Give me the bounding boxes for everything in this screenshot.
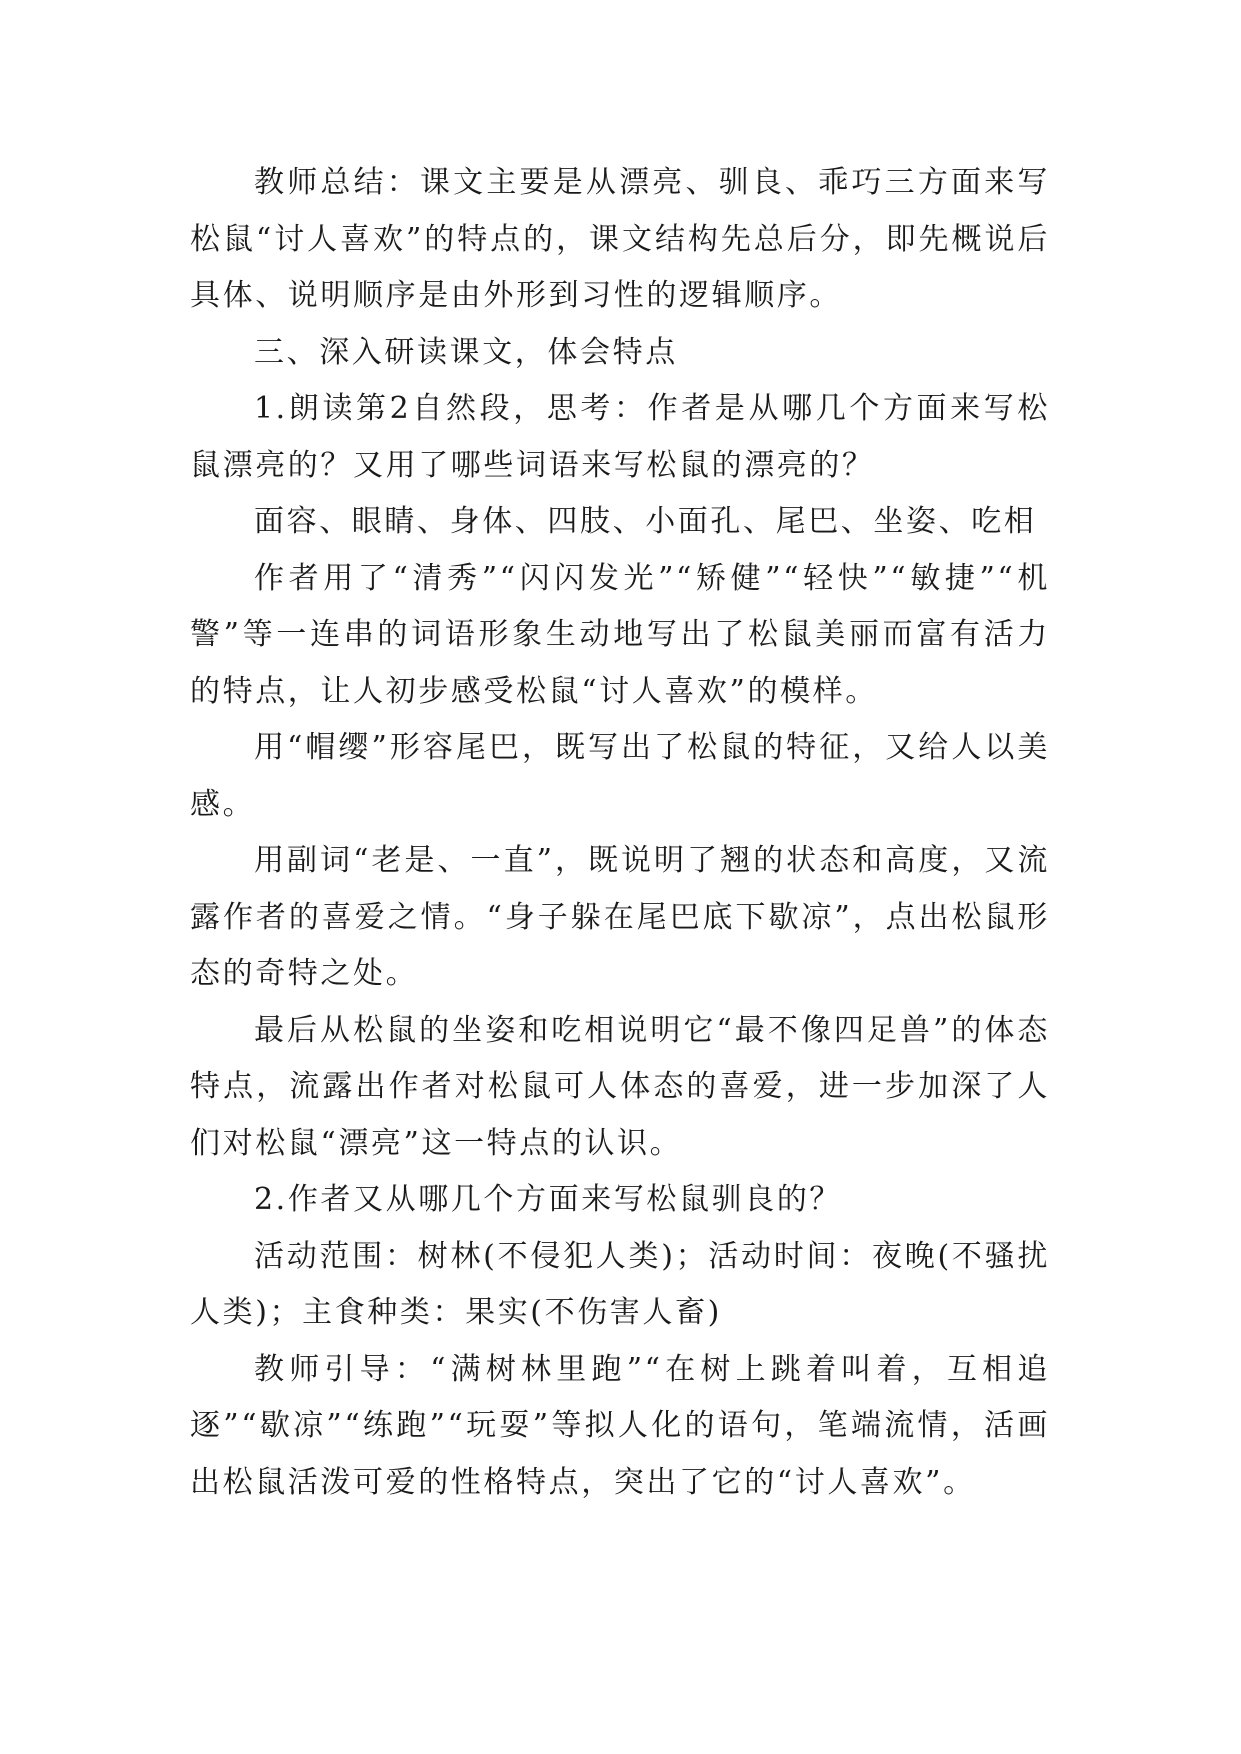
answer-activities: 活动范围：树林(不侵犯人类)；活动时间：夜晚(不骚扰人类)；主食种类：果实(不伤害人畜) — [190, 1238, 1050, 1330]
paragraph-tail-description: 用“帽缨”形容尾巴，既写出了松鼠的特征，又给人以美感。 — [190, 730, 1050, 822]
section-heading-3: 三、深入研读课文，体会特点 — [254, 334, 678, 370]
answer-aspects: 面容、眼睛、身体、四肢、小面孔、尾巴、坐姿、吃相 — [254, 504, 1037, 539]
paragraph-teacher-summary: 教师总结：课文主要是从漂亮、驯良、乖巧三方面来写松鼠“讨人喜欢”的特点的，课文结构先总后分，即先概说后具体、说明顺序是由外形到习性的逻辑顺序。 — [190, 165, 1050, 313]
paragraph-posture-analysis: 最后从松鼠的坐姿和吃相说明它“最不像四足兽”的体态特点，流露出作者对松鼠可人体态的喜爱，进一步加深了人们对松鼠“漂亮”这一特点的认识。 — [190, 1012, 1050, 1161]
paragraph-word-analysis: 作者用了“清秀”“闪闪发光”“矫健”“轻快”“敏捷”“机警”等一连串的词语形象生动地写出了松鼠美丽而富有活力的特点，让人初步感受松鼠“讨人喜欢”的模样。 — [190, 560, 1050, 709]
question-2: 2.作者又从哪几个方面来写松鼠驯良的？ — [254, 1182, 843, 1217]
paragraph-teacher-guidance: 教师引导：“满树林里跑”“在树上跳着叫着，互相追逐”“歇凉”“练跑”“玩耍”等拟人化的语句，笔端流情，活画出松鼠活泼可爱的性格特点，突出了它的“讨人喜欢”。 — [190, 1351, 1050, 1500]
paragraph-adverb-analysis: 用副词“老是、一直”，既说明了翘的状态和高度，又流露作者的喜爱之情。“身子躲在尾巴底下歇凉”，点出松鼠形态的奇特之处。 — [190, 843, 1050, 991]
document-body — [190, 155, 1050, 1511]
question-1: 1.朗读第2自然段，思考：作者是从哪几个方面来写松鼠漂亮的？又用了哪些词语来写松鼠的漂亮的？ — [190, 391, 1050, 483]
